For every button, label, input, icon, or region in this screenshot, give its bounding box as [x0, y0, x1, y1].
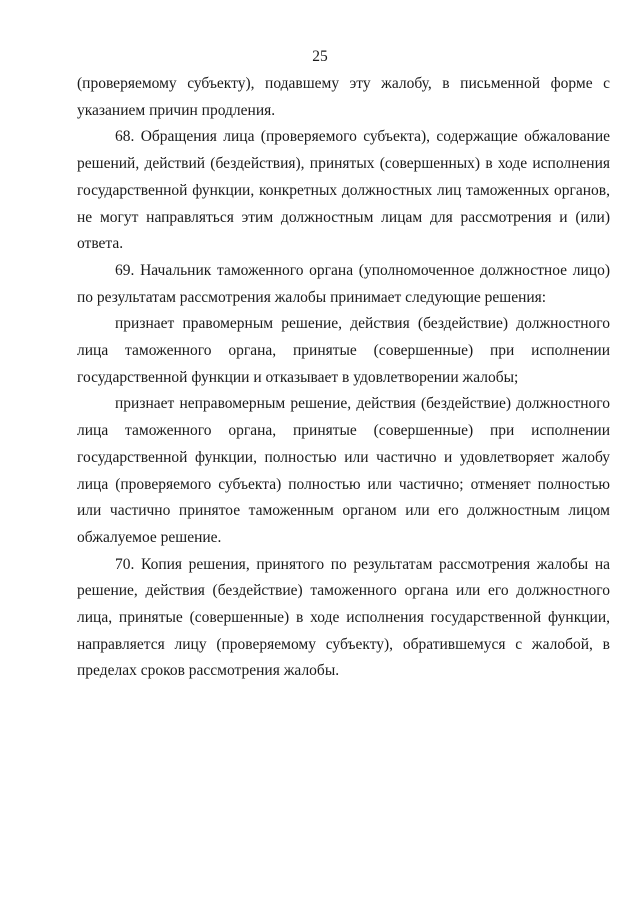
- document-body: [77, 71, 610, 685]
- paragraph-continuation: (проверяемому субъекту), подавшему эту жалобу, в письменной форме с указанием причин продления.: [77, 75, 610, 119]
- paragraph-item-69-option-1: признает правомерным решение, действия (бездействие) должностного лица таможенного органа, принятые (совершенные) при исполнении государственной функции и отказывает в удовлетворении жалобы;: [77, 315, 610, 386]
- paragraph-item-69: 69. Начальник таможенного органа (уполномоченное должностное лицо) по результатам рассмотрения жалобы принимает следующие решения:: [77, 261, 610, 306]
- paragraph-item-70: 70. Копия решения, принятого по результатам рассмотрения жалобы на решение, действия (бездействие) таможенного органа или его должностного лица, принятые (совершенные) в ходе исполнения государственной функции, направляется лицу (проверяемому субъекту), обратившемуся с жалобой, в пределах сроков рассмотрения жалобы.: [77, 555, 610, 680]
- paragraph-item-69-option-2: признает неправомерным решение, действия (бездействие) должностного лица таможенного органа, принятые (совершенные) при исполнении государственной функции, полностью или частично и удовлетворяет жалобу лица (проверяемого субъекта) полностью или частично; отменяет полностью или частично принятое таможенным органом или его должностным лицом обжалуемое решение.: [77, 395, 610, 546]
- paragraph-item-68: 68. Обращения лица (проверяемого субъекта), содержащие обжалование решений, действий (бездействия), принятых (совершенных) в ходе исполнения государственной функции, конкретных должностных лиц таможенных органов, не могут направляться этим должностным лицам для рассмотрения и (или) ответа.: [77, 128, 610, 253]
- page-number: 25: [312, 48, 328, 65]
